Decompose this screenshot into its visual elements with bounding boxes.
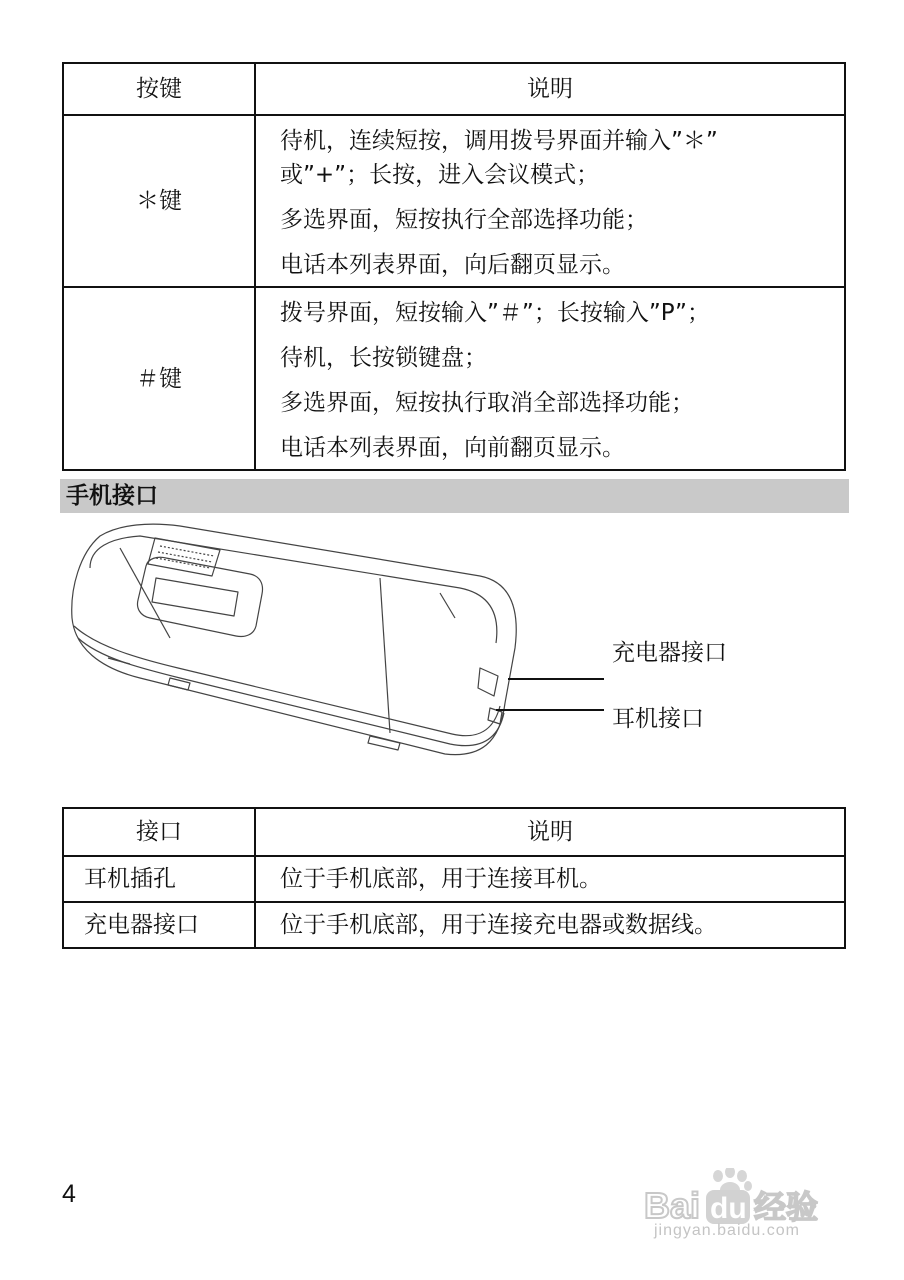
key-star: ＊键 <box>63 115 255 287</box>
connector-port <box>478 668 498 696</box>
description-line: 电话本列表界面，向后翻页显示。 <box>280 252 625 278</box>
svg-text:经验: 经验 <box>754 1188 819 1226</box>
svg-text:du: du <box>710 1192 747 1225</box>
header-key: 按键 <box>63 63 255 115</box>
header-description: 说明 <box>255 63 845 115</box>
table-row <box>63 115 845 287</box>
headset-port-label: 耳机接口 <box>612 706 704 732</box>
table-row <box>63 287 845 470</box>
table-row <box>63 902 845 948</box>
description-line: 待机，长按锁键盘； <box>280 345 487 371</box>
keys-table-header <box>63 63 845 115</box>
description-line: 待机，连续短按，调用拨号界面并输入”＊” <box>280 128 718 154</box>
phone-groove <box>120 548 170 638</box>
phone-groove <box>440 593 455 618</box>
charger-port-label: 充电器接口 <box>612 640 727 666</box>
page-number: 4 <box>62 1180 76 1208</box>
watermark-url: jingyan.baidu.com <box>654 1222 800 1239</box>
camera-module <box>138 557 263 636</box>
description-line: 多选界面，短按执行取消全部选择功能； <box>280 390 694 416</box>
ports-table-header <box>63 808 845 856</box>
header-port: 接口 <box>63 808 255 856</box>
key-star-description <box>255 115 845 287</box>
header-description: 说明 <box>255 808 845 856</box>
port-description: 位于手机底部，用于连接充电器或数据线。 <box>255 902 845 948</box>
description-line: 拨号界面，短按输入”＃”；长按输入”P”； <box>280 300 710 326</box>
speaker-grille-holes <box>156 546 214 568</box>
keys-table <box>62 62 846 471</box>
description-line: 多选界面，短按执行全部选择功能； <box>280 207 648 233</box>
phone-outline <box>72 524 516 754</box>
svg-text:Bai: Bai <box>644 1185 701 1226</box>
ports-table <box>62 807 846 949</box>
description-line: 电话本列表界面，向前翻页显示。 <box>280 435 625 461</box>
phone-lower-edge <box>78 638 504 746</box>
port-name: 耳机插孔 <box>63 856 255 902</box>
port-description: 位于手机底部，用于连接耳机。 <box>255 856 845 902</box>
side-button <box>368 736 400 750</box>
section-heading: 手机接口 <box>60 479 849 513</box>
phone-lower-edge <box>74 626 500 736</box>
phone-groove <box>380 578 390 733</box>
phone-illustration <box>60 518 780 788</box>
side-button <box>108 658 190 690</box>
camera-window <box>152 578 238 616</box>
key-hash-description <box>255 287 845 470</box>
description-line: 或”+”；长按，进入会议模式； <box>280 162 600 188</box>
table-row <box>63 856 845 902</box>
port-name: 充电器接口 <box>63 902 255 948</box>
key-hash: ＃键 <box>63 287 255 470</box>
